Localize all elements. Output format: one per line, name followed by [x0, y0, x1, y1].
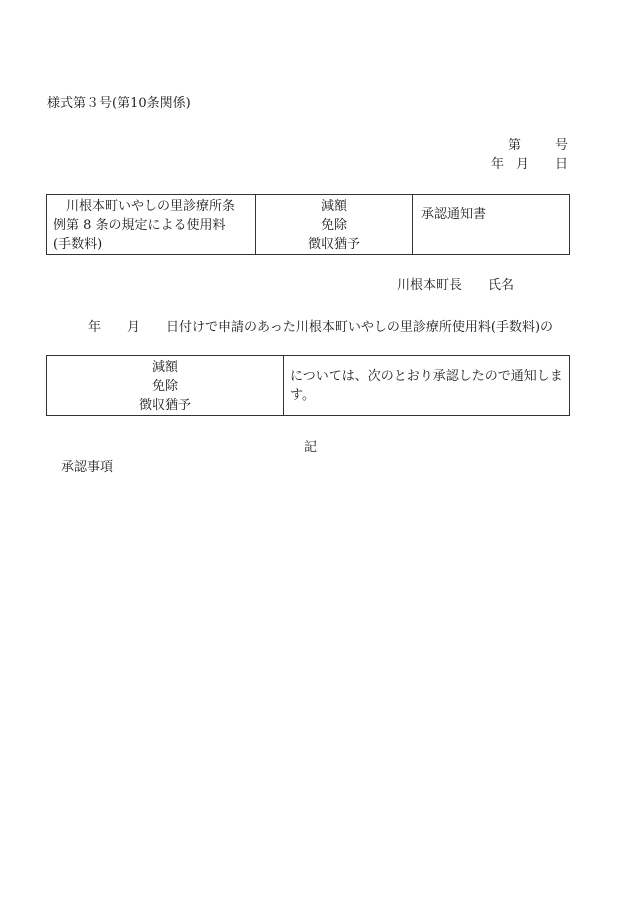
notice-header-table — [46, 194, 570, 255]
issuer-line — [397, 279, 514, 292]
subject-line-3: (手数料) — [53, 237, 103, 252]
notice-body-table — [46, 355, 570, 416]
option-deferral: 徴収猶予 — [138, 398, 191, 413]
date-day: 日 — [554, 157, 568, 172]
option-reduction: 減額 — [151, 360, 178, 375]
notice-title: 承認通知書 — [421, 207, 487, 222]
option-reduction: 減額 — [320, 199, 347, 214]
body-month: 月 — [127, 320, 141, 335]
date-year: 年 — [490, 157, 504, 172]
date-month: 月 — [515, 157, 529, 172]
issuer-name-label: 氏名 — [488, 278, 515, 293]
body-text: 日付けで申請のあった川根本町いやしの里診療所使用料(手数料)の — [166, 320, 554, 335]
subject-cell — [47, 195, 256, 255]
ki-mark: 記 — [304, 440, 318, 455]
body-year: 年 — [88, 320, 102, 335]
body-text-line — [88, 321, 553, 334]
option-exemption: 免除 — [320, 218, 347, 233]
option-exemption: 免除 — [151, 379, 178, 394]
notice-title-cell — [413, 195, 570, 255]
doc-number-suffix: 号 — [554, 138, 568, 153]
options-cell — [256, 195, 413, 255]
date-line — [491, 158, 568, 171]
issuer-title: 川根本町長 — [397, 278, 463, 293]
option-deferral: 徴収猶予 — [307, 237, 360, 252]
notice-text-cell — [284, 356, 570, 416]
approval-items-heading: 承認事項 — [61, 460, 114, 475]
options-cell — [47, 356, 284, 416]
subject-line-2: 例第 8 条の規定による使用料 — [53, 218, 226, 233]
doc-number-prefix: 第 — [507, 138, 521, 153]
notice-text: については、次のとおり承認したので通知します。 — [290, 369, 563, 403]
form-number: 様式第３号(第10条関係) — [47, 96, 191, 111]
document-number-line — [508, 139, 568, 152]
subject-line-1: 川根本町いやしの里診療所条 — [66, 199, 236, 214]
